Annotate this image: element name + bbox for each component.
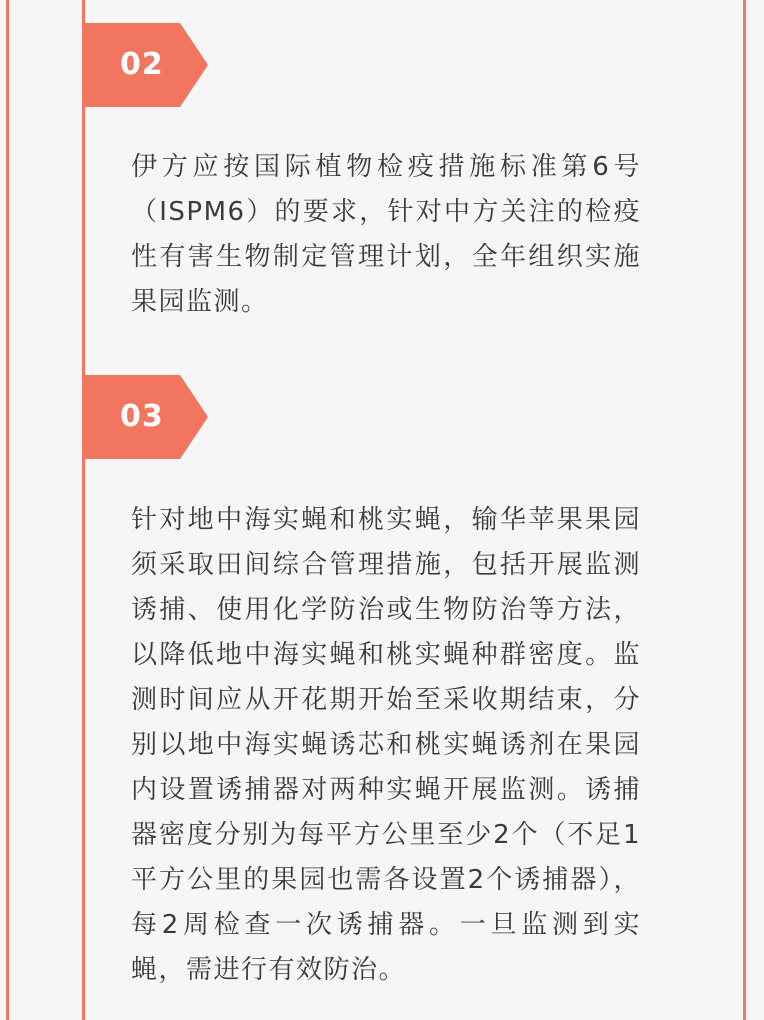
section-number: 03	[120, 399, 164, 434]
right-border-line	[743, 0, 746, 1020]
section-number: 02	[120, 47, 164, 82]
section-text: 针对地中海实蝇和桃实蝇，输华苹果果园须采取田间综合管理措施，包括开展监测诱捕、使用化学防治或生物防治等方法，以降低地中海实蝇和桃实蝇种群密度。监测时间应从开花期开始至采收期结束，分别以地中海实蝇诱芯和桃实蝇诱剂在果园内设置诱捕器对两种实蝇开展监测。诱捕器密度分别为每平方公里至少2个（不足1平方公里的果园也需各设置2个诱捕器），每2周检查一次诱捕器。一旦监测到实蝇，需进行有效防治。	[131, 505, 641, 985]
section-number-badge	[84, 23, 208, 107]
timeline-line	[82, 0, 85, 1020]
section-text: 伊方应按国际植物检疫措施标准第6号（ISPM6）的要求，针对中方关注的检疫性有害生物制定管理计划，全年组织实施果园监测。	[131, 152, 641, 317]
left-border-line	[6, 0, 9, 1020]
section-number-badge	[84, 375, 208, 459]
